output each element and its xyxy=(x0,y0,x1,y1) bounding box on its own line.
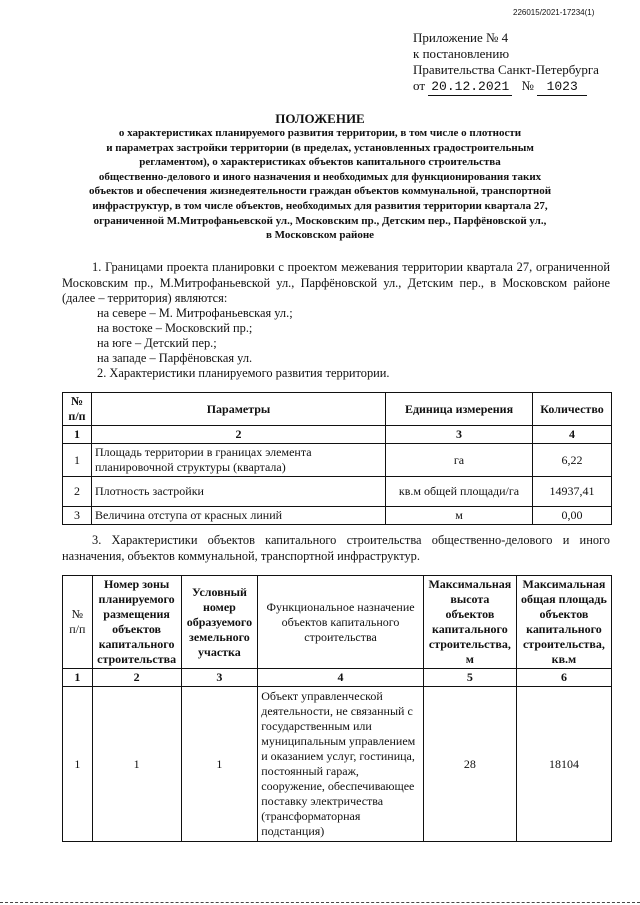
table-cell: Плотность застройки xyxy=(92,477,386,507)
paragraph-3: 3. Характеристики объектов капитального строительства общественно-делового и иного назначения, объектов коммунальной, транспортной инфраструктур. xyxy=(62,533,610,563)
table-cell: 1 xyxy=(92,687,181,842)
capital-construction-table xyxy=(62,575,612,842)
column-number: 1 xyxy=(63,426,92,444)
table-cell: 14937,41 xyxy=(533,477,612,507)
boundary-south: на юге – Детский пер.; xyxy=(97,336,217,350)
table-cell: га xyxy=(386,444,533,477)
decree-date: 20.12.2021 xyxy=(428,79,512,96)
table-cell: 6,22 xyxy=(533,444,612,477)
appendix-line-3: Правительства Санкт-Петербурга xyxy=(413,62,599,77)
subtitle-line: инфраструктур, в том числе объектов, необходимых для развития территории квартала 27, xyxy=(92,199,548,212)
boundary-north: на севере – М. Митрофаньевская ул.; xyxy=(97,306,293,320)
table-row xyxy=(63,477,612,507)
table-cell: Площадь территории в границах элемента планировочной структуры (квартала) xyxy=(92,444,386,477)
decree-number: 1023 xyxy=(537,79,587,96)
boundary-west: на западе – Парфёновская ул. xyxy=(97,351,253,365)
table-column-numbers xyxy=(63,426,612,444)
document-id: 226015/2021-17234(1) xyxy=(513,8,595,17)
table-cell: 1 xyxy=(63,687,93,842)
date-prefix: от xyxy=(413,78,426,93)
table-cell: 28 xyxy=(423,687,516,842)
subtitle-line: регламентом), о характеристиках объектов капитального строительства xyxy=(139,156,501,169)
table-row xyxy=(63,507,612,525)
header-cell: № п/п xyxy=(63,576,93,669)
header-cell: Единица измерения xyxy=(386,393,533,426)
header-cell: Максимальная высота объектов капитального строительства, м xyxy=(423,576,516,669)
header-cell: Условный номер образуемого земельного участка xyxy=(181,576,258,669)
header-cell: Номер зоны планируемого размещения объектов капитального строительства xyxy=(92,576,181,669)
table-cell: кв.м общей площади/га xyxy=(386,477,533,507)
column-number: 4 xyxy=(533,426,612,444)
document-title: ПОЛОЖЕНИЕ xyxy=(275,111,365,126)
table-header-row xyxy=(63,393,612,426)
table-cell: 1 xyxy=(63,444,92,477)
column-number: 2 xyxy=(92,669,181,687)
header-cell: Максимальная общая площадь объектов капитального строительства, кв.м xyxy=(516,576,611,669)
table-cell: Объект управленческой деятельности, не связанный с государственным или муниципальным управлением и оказанием услуг, гостиница, постоянный гараж, сооружение, обеспечивающее поставку электричества (трансформаторная подстанция) xyxy=(258,687,424,842)
column-number: 1 xyxy=(63,669,93,687)
table-cell: м xyxy=(386,507,533,525)
boundary-east: на востоке – Московский пр.; xyxy=(97,321,253,335)
table-row xyxy=(63,444,612,477)
column-number: 5 xyxy=(423,669,516,687)
document-subtitle xyxy=(40,126,600,243)
table-column-numbers xyxy=(63,669,612,687)
header-cell: Параметры xyxy=(92,393,386,426)
table-cell: Величина отступа от красных линий xyxy=(92,507,386,525)
table-row xyxy=(63,687,612,842)
table-cell: 2 xyxy=(63,477,92,507)
column-number: 3 xyxy=(181,669,258,687)
appendix-block xyxy=(413,30,599,96)
header-cell: Функциональное назначение объектов капитального строительства xyxy=(258,576,424,669)
table-cell: 0,00 xyxy=(533,507,612,525)
subtitle-line: и параметрах застройки территории (в пределах, установленных градостроительным xyxy=(106,141,534,154)
column-number: 6 xyxy=(516,669,611,687)
column-number: 3 xyxy=(386,426,533,444)
planning-characteristics-table xyxy=(62,392,612,525)
subtitle-line: о характеристиках планируемого развития территории, в том числе о плотности xyxy=(118,127,522,139)
table-cell: 1 xyxy=(181,687,258,842)
number-prefix: № xyxy=(521,78,534,93)
table-header-row xyxy=(63,576,612,669)
subtitle-line: в Московском районе xyxy=(265,229,375,242)
column-number: 4 xyxy=(258,669,424,687)
header-cell: Количество xyxy=(533,393,612,426)
paragraph-2: 2. Характеристики планируемого развития территории. xyxy=(97,366,390,380)
column-number: 2 xyxy=(92,426,386,444)
appendix-line-2: к постановлению xyxy=(413,46,510,61)
subtitle-line: общественно-делового и иного назначения и необходимых для функционирования таких xyxy=(98,170,542,183)
page-bottom-edge xyxy=(0,902,640,903)
subtitle-line: ограниченной М.Митрофаньевской ул., Московским пр., Детским пер., Парфёновской ул., xyxy=(93,214,547,227)
appendix-line-1: Приложение № 4 xyxy=(413,30,509,45)
subtitle-line: объектов и обеспечения жизнедеятельности граждан объектов коммунальной, транспортной xyxy=(88,185,552,198)
paragraph-1: 1. Границами проекта планировки с проектом межевания территории квартала 27, ограниченной Московским пр., М.Митрофаньевской ул., Парфёновской ул., Детским пер., в Московском районе (далее – территория) являются: xyxy=(62,260,610,305)
appendix-date-line xyxy=(413,78,599,96)
table-cell: 3 xyxy=(63,507,92,525)
table-cell: 18104 xyxy=(516,687,611,842)
header-cell: № п/п xyxy=(63,393,92,426)
